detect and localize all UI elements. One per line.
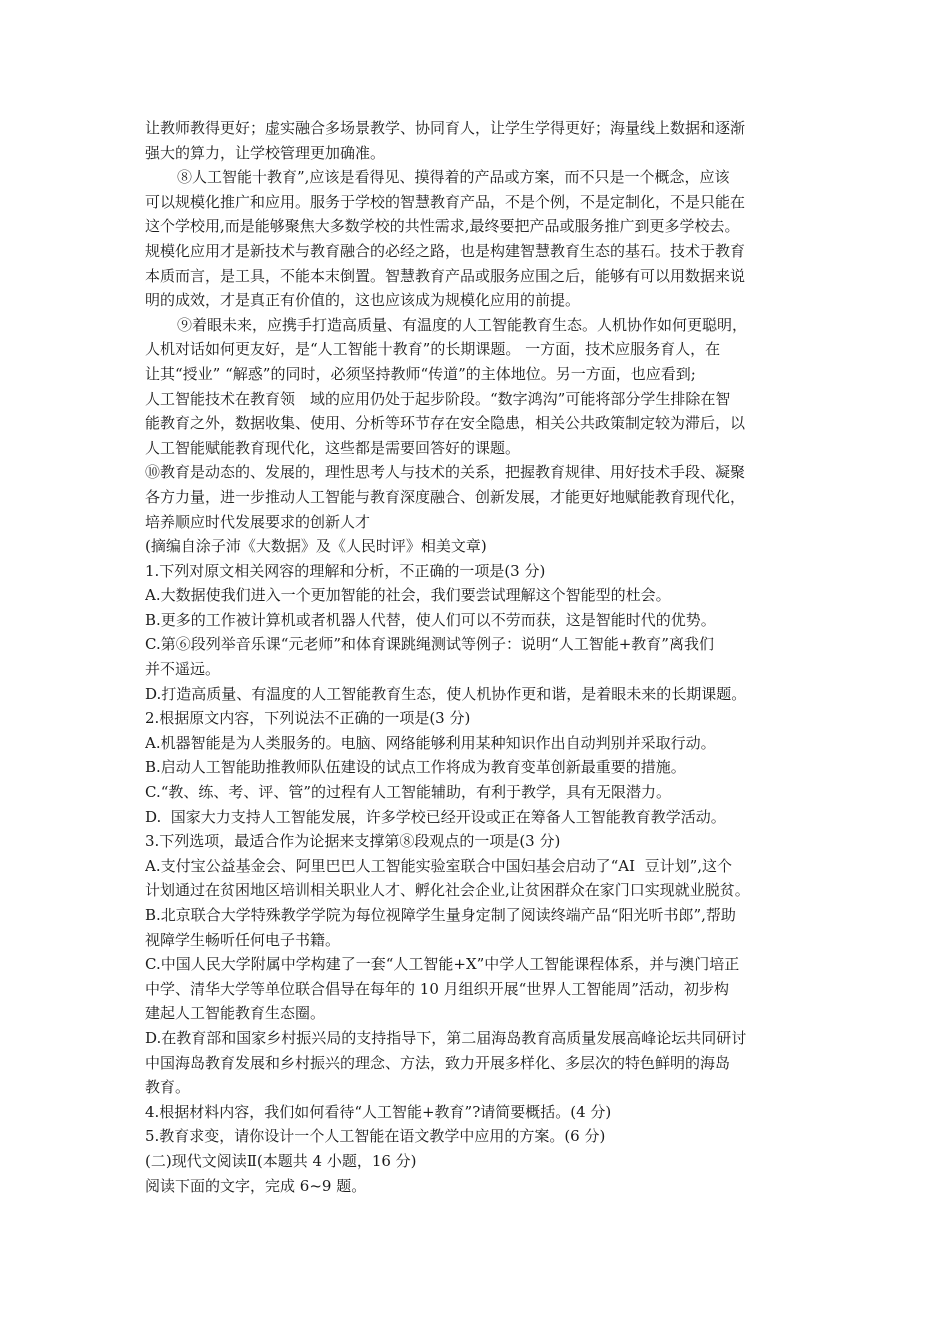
option-c: C.“教、练、考、评、管”的过程有人工智能辅助，有利于教学，具有无限潜力。 xyxy=(145,783,672,802)
text-line: 这个学校用,而是能够聚焦大多数学校的共性需求,最终要把产品或服务推广到更多学校去。 xyxy=(145,217,740,236)
question-5: 5.教育求变，请你设计一个人工智能在语文教学中应用的方案。(6 分) xyxy=(145,1127,606,1146)
section-instruction: 阅读下面的文字，完成 6~9 题。 xyxy=(145,1176,367,1195)
option-a: A.大数据使我们进入一个更加智能的社会，我们要尝试理解这个智能型的杜会。 xyxy=(145,586,671,605)
text-line: 明的成效，才是真正有价值的，这也应该成为规模化应用的前提。 xyxy=(145,291,581,310)
text-line: 强大的算力，让学校管理更加确准。 xyxy=(145,143,386,162)
text-line: 本质而言，是工具，不能本末倒置。智慧教育产品或服务应围之后，能够有可以用数据来说 xyxy=(145,266,746,285)
text-line: 让其“授业” “解惑”的同时，必须坚持教师“传道”的主体地位。另一方面，也应看到; xyxy=(145,364,696,383)
text-line: 规模化应用才是新技术与教育融合的必经之路，也是构建智慧教育生态的基石。技术于教育 xyxy=(145,241,746,260)
paragraph-9 xyxy=(145,313,813,461)
option-c-continued: 建起人工智能教育生态圈。 xyxy=(145,1004,326,1023)
option-b: B.北京联合大学特殊教学学院为每位视障学生量身定制了阅读终端产品“阳光听书郎”,帮助 xyxy=(145,906,736,924)
option-c-continued: 并不遥远。 xyxy=(145,660,221,679)
text-line: 人工智能技术在教育领 域的应用仍处于起步阶段。“数字鸿沟”可能将部分学生排除在智 xyxy=(145,389,731,408)
option-d-continued: 教育。 xyxy=(145,1078,191,1097)
text-line: ⑩教育是动态的、发展的，理性思考人与技术的关系，把握教育规律、用好技术手段、凝聚 xyxy=(145,463,746,482)
option-d: D. 国家大力支持人工智能发展，许多学校已经开设或正在筹备人工智能教育教学活动。 xyxy=(145,807,726,826)
text-line: 可以规模化推广和应用。服务于学校的智慧教育产品，不是个例，不是定制化，不是只能在 xyxy=(145,192,746,211)
text-line: 人机对话如何更友好，是“人工智能十教育”的长期课题。 一方面，技术应服务育人，在 xyxy=(145,340,721,359)
option-c: C.第⑥段列举音乐课“元老师”和体育课跳绳测试等例子：说明“人工智能+教育”离我们 xyxy=(145,635,714,654)
text-line: 能教育之外，数据收集、使用、分析等环节存在安全隐患，相关公共政策制定较为滞后，以 xyxy=(145,414,746,433)
option-a-continued: 计划通过在贫困地区培训相关职业人才、孵化社会企业,让贫困群众在家门口实现就业脱贫。 xyxy=(145,881,750,900)
option-c-continued: 中学、清华大学等单位联合倡导在每年的 10 月组织开展“世界人工智能周”活动，初步构 xyxy=(145,979,729,998)
question-4: 4.根据材料内容，我们如何看待“人工智能+教育”?请简要概括。(4 分) xyxy=(145,1102,612,1121)
paragraph-8 xyxy=(145,165,813,313)
text-line: 各方力量，进一步推动人工智能与教育深度融合、创新发展，才能更好地赋能教育现代化， xyxy=(145,487,746,506)
text-line: 培养顺应时代发展要求的创新人才 xyxy=(145,512,371,531)
paragraph-7 xyxy=(145,116,813,165)
question-2 xyxy=(145,706,813,829)
question-3 xyxy=(145,829,813,1100)
option-c: C.中国人民大学附属中学构建了一套“人工智能+X”中学人工智能课程体系，并与澳门培正 xyxy=(145,955,740,974)
question-1 xyxy=(145,559,813,707)
option-a: A.机器智能是为人类服务的。电脑、网络能够利用某种知识作出自动判别并采取行动。 xyxy=(145,733,716,752)
source-citation: (摘编自涂子沛《大数据》及《人民时评》相美文章) xyxy=(145,537,487,556)
text-line: ⑨着眼未来，应携手打造高质量、有温度的人工智能教育生态。人机协作如何更聪明， xyxy=(177,315,748,334)
option-b-continued: 视障学生畅听任何电子书籍。 xyxy=(145,930,341,949)
option-b: B.启动人工智能助推教师队伍建设的试点工作将成为教育变革创新最重要的措施。 xyxy=(145,758,686,777)
question-stem: 3.下列选项，最适合作为论据来支撑第⑧段观点的一项是(3 分) xyxy=(145,832,561,851)
section-heading: (二)现代文阅读Ⅱ(本题共 4 小题，16 分) xyxy=(145,1151,417,1170)
paragraph-10 xyxy=(145,460,813,534)
question-stem: 2.根据原文内容，下列说法不正确的一项是(3 分) xyxy=(145,709,471,728)
text-line: 让教师教得更好；虚实融合多场景教学、协同育人，让学生学得更好；海量线上数据和逐渐 xyxy=(145,119,746,137)
option-a: A.支付宝公益基金会、阿里巴巴人工智能实验室联合中国妇基会启动了“AI 豆计划”,这个 xyxy=(145,856,733,875)
option-b: B.更多的工作被计算机或者机器人代替，使人们可以不劳而获，这是智能时代的优势。 xyxy=(145,610,716,629)
question-stem: 1.下列对原文相关网容的理解和分析，不正确的一项是(3 分) xyxy=(145,561,546,580)
text-line: 人工智能赋能教育现代化，这些都是需要回答好的课题。 xyxy=(145,438,521,457)
document-page xyxy=(145,116,813,1198)
text-line: ⑧人工智能十教育”,应该是看得见、摸得着的产品或方案，而不只是一个概念，应该 xyxy=(177,168,730,187)
option-d: D.在教育部和国家乡村振兴局的支持指导下，第二届海岛教育高质量发展高峰论坛共同研讨 xyxy=(145,1028,747,1047)
option-d-continued: 中国海岛教育发展和乡村振兴的理念、方法，致力开展多样化、多层次的特色鲜明的海岛 xyxy=(145,1053,731,1072)
option-d: D.打造高质量、有温度的人工智能教育生态，使人机协作更和谐，是着眼未来的长期课题。 xyxy=(145,684,747,703)
